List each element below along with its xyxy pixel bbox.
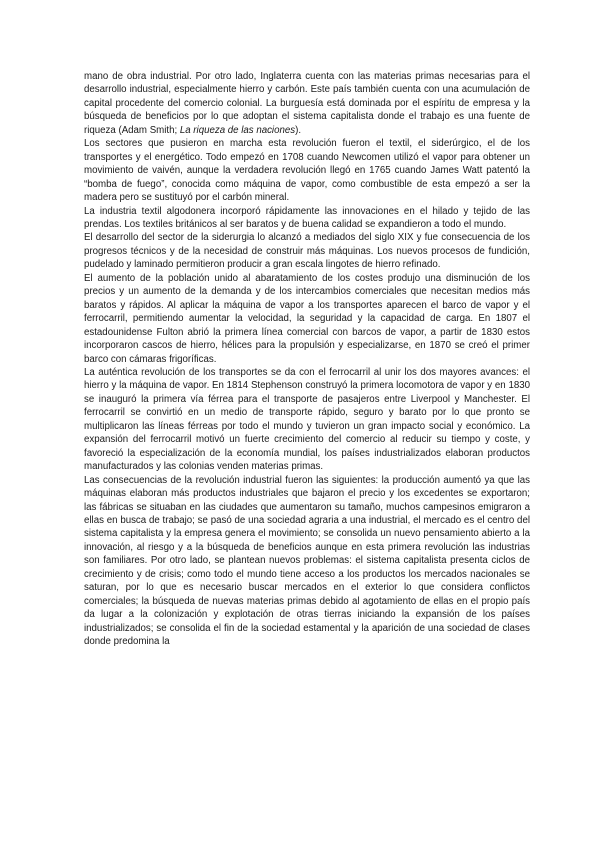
document-body	[84, 70, 530, 648]
book-title-italic: La riqueza de las naciones	[179, 124, 296, 136]
paragraph-textile: La industria textil algodonera incorporó rápidamente las innovaciones en el hilado y tejido de las prendas. Los textiles británicos al ser baratos y de buena calidad se expandieron a todo el mundo.	[84, 205, 530, 230]
paragraph-consequences: Las consecuencias de la revolución industrial fueron las siguientes: la producción aumentó ya que las máquinas elaboran más productos industriales que bajaron el precio y los excedentes se exportaron; las fábricas se situaban en las ciudades que aumentaron su tamaño, muchos campesinos emigraron a ellas en busca de trabajo; se pasó de una sociedad agraria a una industrial, el mercado es el centro del sistema capitalista y la empresa genera el movimiento; se consolida un nuevo pensamiento abierto a la innovación, al riesgo y a la búsqueda de beneficios aunque en esta primera revolución las industrias son familiares. Por otro lado, se plantean nuevos problemas: el sistema capitalista presenta ciclos de crecimiento y de crisis; como todo el mundo tiene acceso a los productos los mercados nacionales se saturan, por lo que es necesario buscar mercados en el exterior lo que considera conflictos comerciales; la búsqueda de nuevas materias primas debido al agotamiento de ellas en el propio país da lugar a la colonización y explotación de otras tierras iniciando la expansión de los países industrializados; se consolida el fin de la sociedad estamental y la aparición de una sociedad de clases donde predomina la	[84, 474, 530, 648]
paragraph-railway: La auténtica revolución de los transportes se da con el ferrocarril al unir los dos mayores avances: el hierro y la máquina de vapor. En 1814 Stephenson construyó la primera locomotora de vapor y en 1830 se inauguró la primera vía férrea para el transporte de pasajeros entre Liverpool y Manchester. El ferrocarril se convirtió en un medio de transporte rápido, seguro y barato por lo que pronto se multiplicaron las líneas férreas por todo el mundo y tuvieron un gran impacto social y económico. La expansión del ferrocarril motivó un fuerte crecimiento del comercio al reducir su tiempo y coste, y favoreció la especialización de la economía mundial, los países industrializados elaboran productos manufacturados y las colonias venden materias primas.	[84, 366, 530, 473]
paragraph-sectors: Los sectores que pusieron en marcha esta revolución fueron el textil, el siderúrgico, el de los transportes y el energético. Todo empezó en 1708 cuando Newcomen utilizó el vapor para obtener un movimiento de vaivén, aunque la verdadera revolución llegó en 1765 cuando James Watt patentó la “bomba de fuego”, conocida como máquina de vapor, como combustible de esta empezó a ser la madera pero se sustituyó por el carbón mineral.	[84, 138, 530, 204]
paragraph-steel: El desarrollo del sector de la siderurgia lo alcanzó a mediados del siglo XIX y fue consecuencia de los progresos técnicos y de la necesidad de construir más máquinas. Los nuevos procesos de fundición, pudelado y laminado permitieron producir a gran escala lingotes de hierro refinado.	[84, 232, 530, 271]
paragraph-transport: El aumento de la población unido al abaratamiento de los costes produjo una disminución de los precios y un aumento de la demanda y de los intercambios comerciales que necesitan medios más baratos y rápidos. Al aplicar la máquina de vapor a los transportes aparecen el barco de vapor y el ferrocarril, permitiendo aumentar la velocidad, la seguridad y la capacidad de carga. En 1807 el estadounidense Fulton abrió la primera línea comercial con barcos de vapor, a partir de 1830 estos incorporaron cascos de hierro, hélices para la propulsión y especializarse, en 1870 se creó el primer barco con cámaras frigoríficas.	[84, 272, 530, 365]
paragraph-causes-text: mano de obra industrial. Por otro lado, Inglaterra cuenta con las materias primas necesarias para el desarrollo industrial, especialmente hierro y carbón. Este país también cuenta con una acumulación de capital procedente del comercio colonial. La burguesía está dominada por el espíritu de empresa y la búsqueda de beneficios por lo que adoptan el sistema capitalista donde el trabajo es una fuente de riqueza (Adam Smith;	[84, 71, 530, 136]
paragraph-causes	[84, 70, 530, 137]
paragraph-causes-end: ).	[295, 124, 302, 136]
